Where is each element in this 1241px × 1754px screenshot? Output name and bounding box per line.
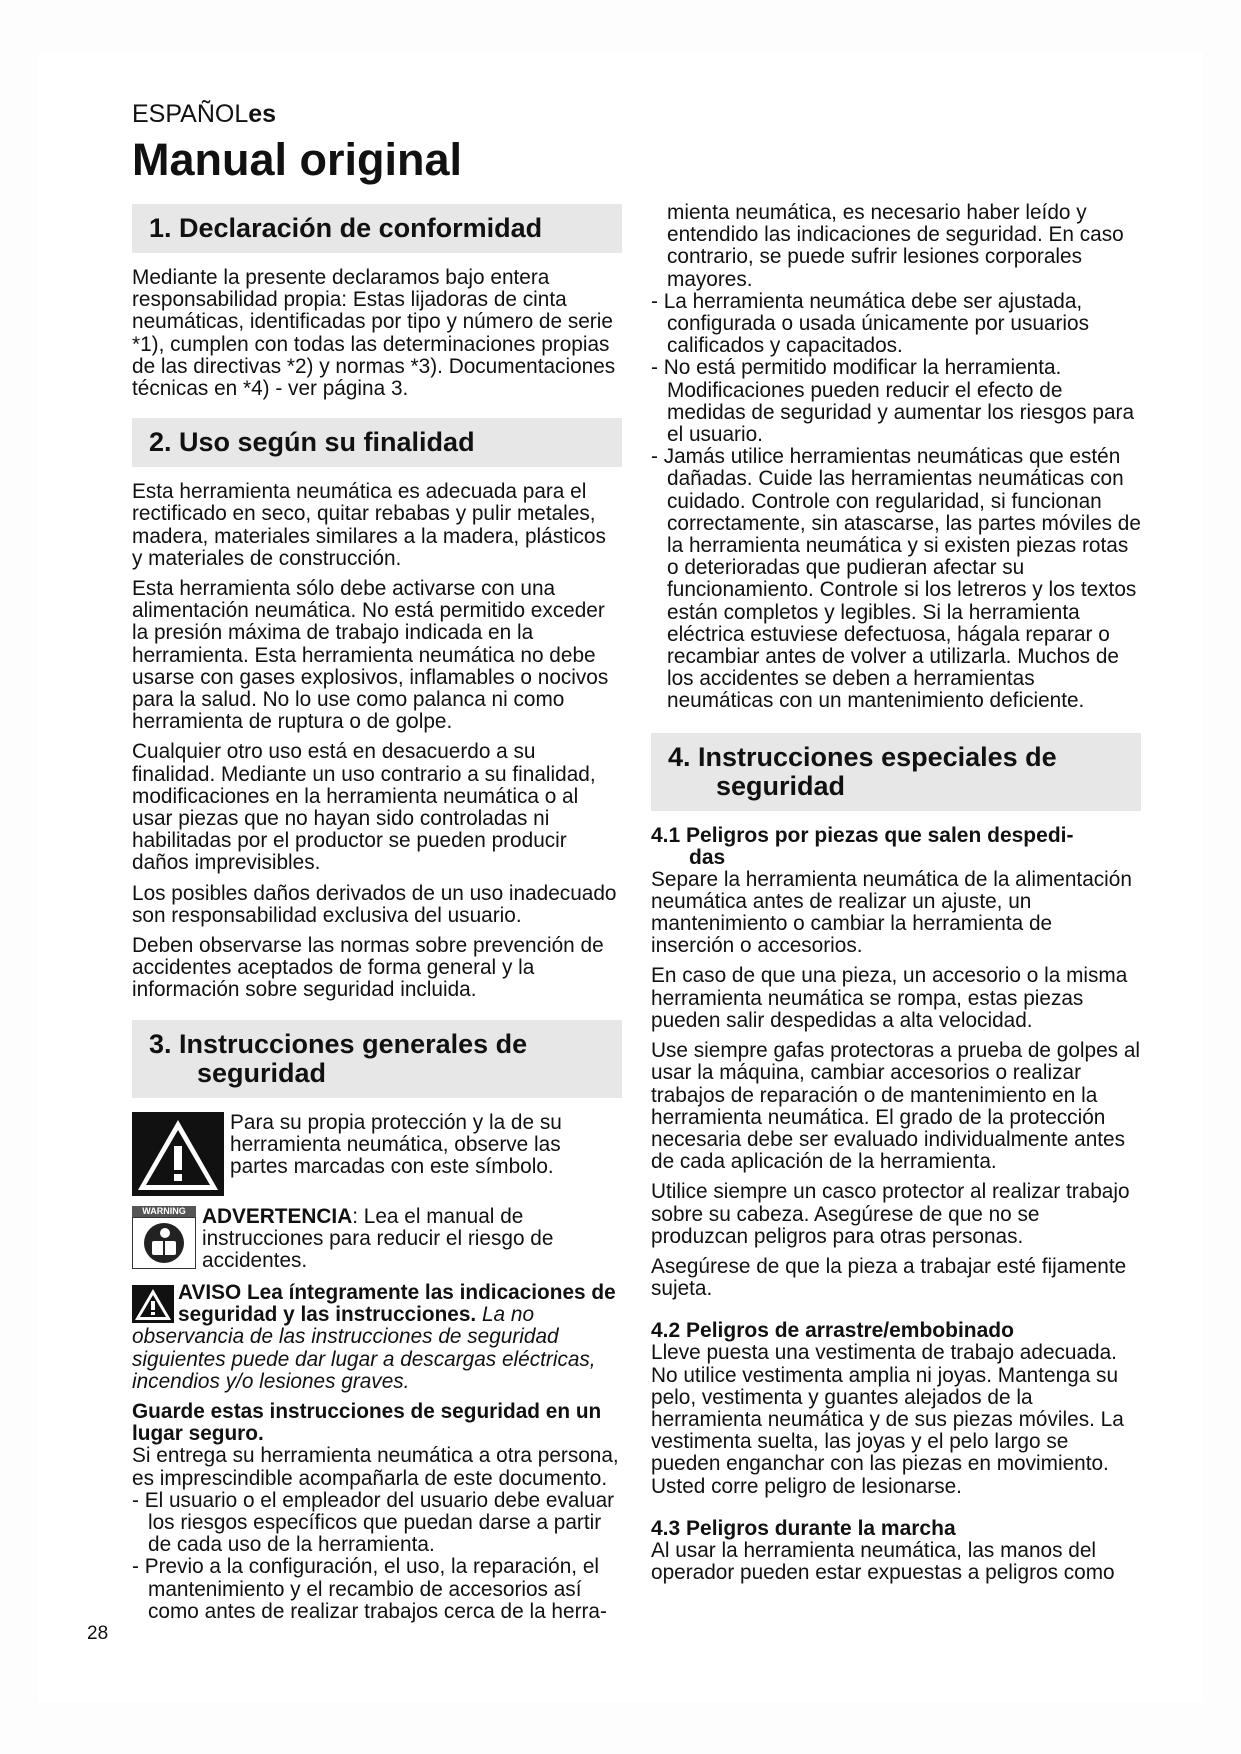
list-item: - La herramienta neumática debe ser ajustada, configurada o usada únicamente por usuarios calificados y capacitados. — [651, 289, 1089, 358]
subsection-4-1-paragraph-1: Separe la herramienta neumática de la alimentación neumática antes de realizar un ajuste, un mantenimiento o cambiar la herramienta de inserción o accesorios. — [651, 867, 1132, 958]
section-2-paragraph-4: Los posibles daños derivados de un uso inadecuado son responsabilidad exclusiva del usuario. — [132, 881, 617, 927]
section-2-paragraph-2: Esta herramienta sólo debe activarse con una alimentación neumática. No está permitido exceder la presión máxima de trabajo indicada en la herramienta. Esta herramienta neumática no debe usarse con gases explosivos, inflamables o nocivos para la salud. No lo use como palanca ni como herramienta de ruptura o de golpe. — [132, 577, 609, 734]
aviso-italic: La no observancia de las instrucciones de seguridad siguientes puede dar lugar a descargas eléctricas, incendios y/o lesiones graves. — [132, 1303, 596, 1393]
right-bullet-list — [651, 291, 1141, 713]
warning-triangle-icon — [132, 1112, 224, 1196]
subsection-4-1-paragraph-3: Use siempre gafas protectoras a prueba de golpes al usar la máquina, cambiar accesorios o realizar trabajos de reparación o de mantenimiento en la herramienta neumática. El grado de la protección necesaria debe ser evaluado individualmente antes de cada aplicación de la herramienta. — [651, 1039, 1141, 1174]
list-item: - El usuario o el empleador del usuario debe evaluar los riesgos específicos que puedan darse a partir de cada uso de la herramienta. — [132, 1488, 615, 1557]
small-warning-triangle-icon — [132, 1285, 174, 1323]
section-1-heading: 1. Declaración de conformidad — [132, 204, 622, 253]
page-number: 28 — [87, 1623, 109, 1644]
warning-note — [132, 1206, 622, 1274]
subsection-4-2-title: 4.2 Peligros de arrastre/embobinado — [651, 1319, 1014, 1343]
language-label: ESPAÑOLes — [132, 100, 277, 128]
section-4-heading: 4. Instrucciones especiales de seguridad — [651, 733, 1141, 811]
read-manual-icon — [132, 1206, 196, 1274]
section-2-paragraph-1: Esta herramienta neumática es adecuada para el rectificado en seco, quitar rebabas y pulir metales, madera, materiales similares a la madera, plásticos y materiales de construcción. — [132, 480, 606, 570]
list-item: - Jamás utilice herramientas neumáticas que estén dañadas. Cuide las herramientas neumáticas con cuidado. Controle con regularidad, si funcionan correctamente, sin atascarse, las partes móviles de la herramienta neumática y si existen piezas rotas o deterioradas que pudieran afectar su funcionamiento. Controle si los letreros y los textos están completos y legibles. Si la herramienta eléctrica estuviese defectuosa, hágala reparar o recambiar antes de volver a utilizarla. Muchos de los accidentes se deben a herramientas neumáticas con un mantenimiento deficiente. — [651, 445, 1141, 713]
warning-label: ADVERTENCIA — [202, 1204, 353, 1228]
subsection-4-1-title: 4.1 Peligros por piezas que salen despedi- das — [651, 823, 1074, 869]
section-2-heading: 2. Uso según su finalidad — [132, 418, 622, 467]
continued-paragraph: mienta neumática, es necesario haber leído y entendido las indicaciones de seguridad. En caso contrario, se puede sufrir lesiones corporales mayores. — [667, 201, 1124, 291]
aviso-bold: AVISO Lea íntegramente las indicaciones de seguridad y las instrucciones. — [178, 1280, 616, 1327]
safety-symbol-text: Para su propia protección y la de su herramienta neumática, observe las partes marcadas con este símbolo. — [230, 1110, 562, 1179]
aviso-note — [132, 1282, 622, 1393]
keep-instructions: Guarde estas instrucciones de seguridad en un lugar seguro. Si entrega su herramienta neumática a otra persona, es imprescindible acompañarla de este documento. — [132, 1399, 619, 1490]
language-code: es — [248, 100, 277, 128]
list-item: - No está permitido modificar la herramienta. Modificaciones pueden reducir el efecto de medidas de seguridad y aumentar los riesgos para el usuario. — [651, 356, 1135, 447]
left-column — [132, 204, 622, 1623]
section-3-heading: 3. Instrucciones generales de seguridad — [132, 1020, 622, 1098]
subsection-4-3-title: 4.3 Peligros durante la marcha — [651, 1516, 956, 1540]
subsection-4-1-paragraph-5: Asegúrese de que la pieza a trabajar esté fijamente sujeta. — [651, 1254, 1127, 1301]
section-1-paragraph: Mediante la presente declaramos bajo entera responsabilidad propia: Estas lijadoras de cinta neumáticas, identificadas por tipo y número de serie *1), cumplen con todas las determinaciones propias de las directivas *2) y normas *3). Documentaciones técnicas en *4) - ver página 3. — [132, 266, 616, 401]
left-bullet-list — [132, 1490, 622, 1623]
section-2-paragraph-3: Cualquier otro uso está en desacuerdo a su finalidad. Mediante un uso contrario a su finalidad, modificaciones en la herramienta neumática o al usar piezas que no hayan sido controladas ni habilitadas por el productor se pueden producir daños imprevisibles. — [132, 740, 596, 875]
list-item: - Previo a la configuración, el uso, la reparación, el mantenimiento y el recambio de accesorios así como antes de realizar trabajos cerca de la herra- — [132, 1555, 607, 1623]
safety-symbol-note — [132, 1112, 622, 1196]
subsection-4-2-paragraph: Lleve puesta una vestimenta de trabajo adecuada. No utilice vestimenta amplia ni joyas. Mantenga su pelo, vestimenta y guantes alejados de la herramienta neumática y de sus piezas móviles. La vestimenta suelta, las joyas y el pelo largo se pueden enganchar con las piezas en movimiento. Usted corre peligro de lesionarse. — [651, 1341, 1124, 1498]
right-column — [651, 202, 1141, 1584]
warning-badge: WARNING — [132, 1206, 196, 1217]
subsection-4-1-paragraph-4: Utilice siempre un casco protector al realizar trabajo sobre su cabeza. Asegúrese de que no se produzcan peligros para otras personas. — [651, 1180, 1130, 1248]
subsection-4-3-paragraph: Al usar la herramienta neumática, las manos del operador pueden estar expuestas a peligros como — [651, 1538, 1115, 1584]
subsection-4-1-paragraph-2: En caso de que una pieza, un accesorio o la misma herramienta neumática se rompa, estas piezas pueden salir despedidas a alta velocidad. — [651, 964, 1128, 1032]
section-2-paragraph-5: Deben observarse las normas sobre prevención de accidentes aceptados de forma general y la información sobre seguridad incluida. — [132, 934, 604, 1002]
keep-instructions-bold: Guarde estas instrucciones de seguridad en un lugar seguro. — [132, 1399, 602, 1446]
manual-book-icon — [132, 1217, 196, 1269]
page-title: Manual original — [132, 134, 463, 185]
warning-text: ADVERTENCIA: Lea el manual de instrucciones para reducir el riesgo de accidentes. — [202, 1204, 554, 1273]
